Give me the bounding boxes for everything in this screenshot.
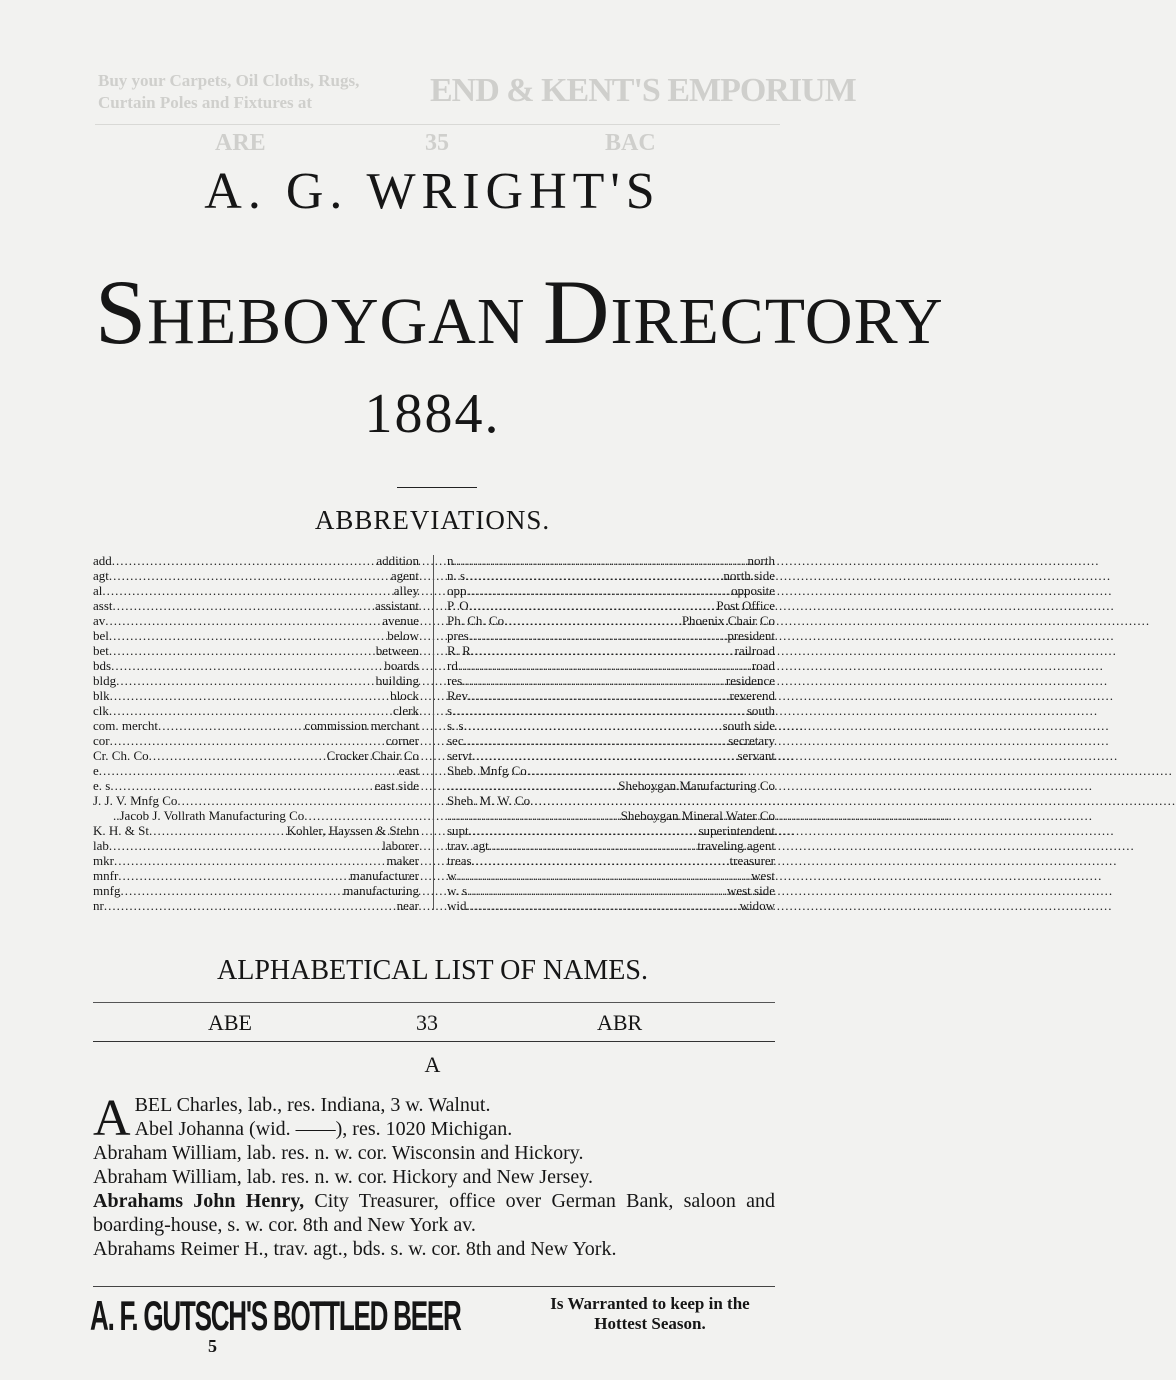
abbreviation-row: [93, 793, 419, 808]
abbreviation-row: [93, 658, 419, 673]
abbreviation-row: [93, 718, 419, 733]
abbreviation-meaning: avenue: [382, 613, 419, 628]
abbreviation-key: bel: [93, 628, 109, 643]
abbreviation-key: com. mercht: [93, 718, 158, 733]
abbreviation-row: [93, 583, 419, 598]
abbreviation-meaning: secretary: [728, 733, 775, 748]
entry-text: Abraham William, lab. res. n. w. cor. Hickory and New Jersey.: [93, 1166, 593, 1188]
abbreviation-key: w: [447, 868, 457, 883]
running-head-rule-top: [93, 1002, 775, 1003]
footer-rule: [93, 1286, 775, 1287]
leader-dots: [472, 853, 730, 868]
abbreviation-meaning: between: [375, 643, 419, 658]
abbreviation-row: [93, 883, 419, 898]
abbreviation-key: w. s: [447, 883, 468, 898]
leader-dots: [304, 808, 419, 823]
abbreviation-meaning: north side: [723, 568, 775, 583]
abbreviation-meaning: manufacturer: [349, 868, 419, 883]
abbreviation-meaning: below: [387, 628, 419, 643]
leader-dots: [113, 598, 375, 613]
leader-dots: [468, 688, 730, 703]
abbreviation-key: Sheb. M. W. Co: [447, 793, 531, 808]
signature-page-number: 5: [208, 1336, 217, 1356]
abbreviation-key: s: [447, 703, 453, 718]
entry-name-bold: Abrahams John Henry,: [93, 1190, 305, 1212]
abbreviation-key: mnfr: [93, 868, 119, 883]
bleed-header-right: BAC: [605, 130, 656, 156]
title-part-1: HEBOYGAN: [147, 285, 543, 358]
abbreviation-row: [93, 673, 419, 688]
abbreviation-row: [447, 853, 775, 868]
abbreviation-key: ..Jacob J. Vollrath Manufacturing Co: [113, 808, 305, 823]
abbreviation-meaning: maker: [386, 853, 419, 868]
abbreviation-meaning: president: [727, 628, 775, 643]
leader-dots: [471, 643, 735, 658]
abbreviation-key: e. s: [93, 778, 111, 793]
abbreviation-key: bet: [93, 643, 109, 658]
leader-dots: [109, 568, 391, 583]
running-head-right: ABR: [597, 1010, 643, 1035]
abbreviation-meaning: railroad: [734, 643, 775, 658]
abbreviation-meaning: north: [747, 553, 775, 568]
leader-dots: [452, 703, 747, 718]
leader-dots: [118, 868, 349, 883]
leader-dots: [116, 673, 376, 688]
abbreviation-key: asst: [93, 598, 113, 613]
abbreviation-meaning: east side: [374, 778, 419, 793]
leader-dots: [110, 733, 386, 748]
abbreviation-row: [447, 688, 775, 703]
running-head-page-number: 33: [416, 1010, 438, 1035]
directory-title: [95, 261, 944, 363]
abbreviation-row: [93, 568, 419, 583]
abbreviation-key: av: [93, 613, 106, 628]
abbreviation-row: [447, 598, 775, 613]
abbreviation-meaning: opposite: [730, 583, 775, 598]
leader-dots: [111, 658, 384, 673]
abbreviation-meaning: assistant: [374, 598, 419, 613]
abbreviation-key: K. H. & St: [93, 823, 149, 838]
leader-dots: [447, 808, 621, 823]
leader-dots: [530, 793, 775, 808]
abbreviation-key: s. s: [447, 718, 464, 733]
abbreviation-row: [447, 883, 775, 898]
leader-dots: [104, 898, 397, 913]
leader-dots: [447, 778, 618, 793]
abbreviation-row: [447, 868, 775, 883]
abbreviation-row: [93, 613, 419, 628]
publisher-title: A. G. WRIGHT'S: [204, 163, 661, 220]
abbreviation-key: pres: [447, 628, 469, 643]
leader-dots: [469, 598, 717, 613]
title-rule: [397, 487, 477, 488]
abbreviation-row: [447, 733, 775, 748]
abbreviation-meaning: manufacturing: [343, 883, 419, 898]
abbreviation-key: supt: [447, 823, 469, 838]
abbreviation-key: Sheb. Mnfg Co: [447, 763, 527, 778]
abbreviation-key: al: [93, 583, 103, 598]
abbreviation-key: Ph. Ch. Co: [447, 613, 505, 628]
abbreviation-meaning: Crocker Chair Co: [326, 748, 419, 763]
directory-entry: [93, 1189, 777, 1237]
leader-dots: [109, 838, 382, 853]
abbreviation-row: [93, 838, 419, 853]
entry-text: Abraham William, lab. res. n. w. cor. Wisconsin and Hickory.: [93, 1142, 584, 1164]
abbreviation-meaning: south side: [722, 718, 775, 733]
leader-dots: [110, 778, 374, 793]
abbreviation-row: [447, 778, 775, 793]
leader-dots: [465, 568, 723, 583]
leader-dots: [109, 643, 376, 658]
abbreviation-meaning: agent: [390, 568, 419, 583]
abbreviation-key: bds: [93, 658, 112, 673]
abbreviation-key: mkr: [93, 853, 114, 868]
abbreviation-row: [93, 553, 419, 568]
abbreviation-key: lab: [93, 838, 109, 853]
abbreviation-meaning: widow: [739, 898, 775, 913]
abbreviation-meaning: reverend: [729, 688, 775, 703]
leader-dots: [102, 583, 393, 598]
abbreviation-meaning: south: [746, 703, 775, 718]
abbreviation-meaning: laborer: [382, 838, 419, 853]
abbreviation-key: blk: [93, 688, 110, 703]
leader-dots: [99, 763, 399, 778]
abbreviation-meaning: Kohler, Hayssen & Stehn: [286, 823, 419, 838]
abbreviation-row: [93, 868, 419, 883]
bleed-ad-left: Buy your Carpets, Oil Cloths, Rugs, Curtain Poles and Fixtures at: [98, 71, 360, 112]
entry-text: Abel Johanna (wid. ——), res. 1020 Michigan.: [134, 1118, 513, 1140]
abbreviation-key: treas: [447, 853, 472, 868]
bleed-ad-right: END & KENT'S EMPORIUM: [430, 72, 856, 109]
abbreviation-key: Rev: [447, 688, 468, 703]
bleed-header-left: ARE: [215, 130, 266, 156]
abbreviation-key: n: [447, 553, 454, 568]
abbreviations-heading: ABBREVIATIONS.: [314, 505, 551, 535]
abbreviation-row: [447, 613, 775, 628]
abbreviation-key: J. J. V. Mnfg Co: [93, 793, 178, 808]
running-head-rule-bottom: [93, 1041, 775, 1042]
abbreviation-row: [447, 703, 775, 718]
abbreviation-row: [93, 628, 419, 643]
abbreviation-key: wid: [447, 898, 467, 913]
abbreviation-meaning: Sheboygan Manufacturing Co: [618, 778, 775, 793]
abbreviation-meaning: boards: [384, 658, 419, 673]
abbreviation-meaning: alley: [393, 583, 419, 598]
abbreviation-meaning: addition: [376, 553, 419, 568]
abbreviation-key: res: [447, 673, 463, 688]
abbreviation-meaning: block: [390, 688, 419, 703]
abbreviation-row: [447, 673, 775, 688]
bleed-header-page: 35: [425, 130, 449, 156]
abbreviation-row: [93, 643, 419, 658]
abbreviation-row: [447, 748, 775, 763]
leader-dots: [504, 613, 682, 628]
abbreviation-row: [447, 718, 775, 733]
leader-dots: [109, 628, 387, 643]
running-head-left: ABE: [208, 1010, 252, 1035]
abbreviation-meaning: west side: [726, 883, 775, 898]
abbreviation-row: [93, 598, 419, 613]
abbreviation-meaning: Phoenix Chair Co: [681, 613, 775, 628]
abbreviation-meaning: Post Office: [716, 598, 775, 613]
abbreviation-meaning: traveling agent: [697, 838, 775, 853]
leader-dots: [458, 658, 752, 673]
title-part-2: IRECTORY: [610, 285, 944, 358]
directory-year: 1884.: [364, 383, 501, 445]
footer-advertisement: A. F. GUTSCH'S BOTTLED BEER: [90, 1292, 461, 1339]
leader-dots: [472, 748, 737, 763]
abbreviation-meaning: commission merchant: [304, 718, 419, 733]
abbreviations-divider: [433, 555, 434, 910]
abbreviation-row: [93, 808, 419, 823]
leader-dots: [177, 793, 419, 808]
abbreviation-key: e: [93, 763, 99, 778]
abbreviation-key: sec: [447, 733, 464, 748]
abbreviation-row: [93, 733, 419, 748]
abbreviation-meaning: road: [751, 658, 775, 673]
leader-dots: [158, 718, 305, 733]
abbreviation-meaning: residence: [725, 673, 775, 688]
abbreviation-key: rd: [447, 658, 458, 673]
directory-entries: [93, 1090, 777, 1261]
abbreviation-row: [93, 823, 419, 838]
abbreviation-meaning: superintendent: [698, 823, 775, 838]
leader-dots: [469, 628, 728, 643]
abbreviation-row: [447, 808, 775, 823]
title-initial-d: D: [543, 261, 611, 363]
abbreviation-row: [93, 898, 419, 913]
abbreviation-row: [93, 778, 419, 793]
leader-dots: [467, 898, 740, 913]
abbreviation-key: P. O: [447, 598, 469, 613]
leader-dots: [149, 823, 287, 838]
abbreviation-key: cor: [93, 733, 110, 748]
abbreviations-left-column: [93, 553, 419, 913]
leader-dots: [105, 613, 382, 628]
leader-dots: [456, 868, 751, 883]
abbreviation-key: Cr. Ch. Co: [93, 748, 149, 763]
bleed-rule: [95, 124, 780, 125]
abbreviation-key: trav. agt: [447, 838, 489, 853]
abbreviation-row: [447, 583, 775, 598]
abbreviation-meaning: near: [396, 898, 419, 913]
abbreviation-key: nr: [93, 898, 104, 913]
leader-dots: [149, 748, 327, 763]
abbreviation-row: [447, 628, 775, 643]
leader-dots: [110, 688, 390, 703]
leader-dots: [464, 733, 728, 748]
abbreviation-meaning: building: [375, 673, 419, 688]
entry-text: BEL Charles, lab., res. Indiana, 3 w. Walnut.: [134, 1094, 491, 1116]
abbreviation-row: [447, 643, 775, 658]
footer-advertisement-note: Is Warranted to keep in the Hottest Season.: [550, 1294, 750, 1333]
abbreviation-key: bldg: [93, 673, 117, 688]
leader-dots: [527, 763, 775, 778]
list-heading: ALPHABETICAL LIST OF NAMES.: [217, 955, 648, 986]
directory-entry: [93, 1165, 777, 1189]
title-initial-s: S: [95, 261, 148, 363]
leader-dots: [464, 718, 723, 733]
abbreviation-row: [447, 823, 775, 838]
abbreviation-row: [93, 703, 419, 718]
drop-cap: A: [93, 1090, 131, 1147]
abbreviation-row: [93, 853, 419, 868]
abbreviation-meaning: west: [751, 868, 775, 883]
directory-entry: [93, 1141, 777, 1165]
abbreviation-key: add: [93, 553, 112, 568]
abbreviation-row: [93, 688, 419, 703]
abbreviation-row: [93, 763, 419, 778]
leader-dots: [469, 823, 699, 838]
leader-dots: [489, 838, 698, 853]
abbreviation-key: R. R: [447, 643, 471, 658]
leader-dots: [114, 853, 387, 868]
abbreviation-meaning: servant: [737, 748, 775, 763]
leader-dots: [112, 553, 377, 568]
abbreviation-key: opp: [447, 583, 467, 598]
leader-dots: [462, 673, 726, 688]
directory-entry: [93, 1117, 777, 1141]
leader-dots: [109, 703, 393, 718]
abbreviation-row: [447, 763, 775, 778]
abbreviation-meaning: Sheboygan Mineral Water Co: [620, 808, 775, 823]
abbreviation-meaning: treasurer: [729, 853, 775, 868]
entry-text: Abrahams Reimer H., trav. agt., bds. s. w. cor. 8th and New York.: [93, 1238, 617, 1260]
abbreviations-right-column: [447, 553, 775, 913]
directory-entry: [93, 1237, 777, 1261]
leader-dots: [467, 883, 727, 898]
abbreviation-row: [447, 838, 775, 853]
abbreviation-key: mnfg: [93, 883, 121, 898]
abbreviation-meaning: corner: [385, 733, 419, 748]
leader-dots: [120, 883, 343, 898]
abbreviation-key: agt: [93, 568, 109, 583]
leader-dots: [454, 553, 748, 568]
abbreviation-row: [447, 658, 775, 673]
abbreviation-key: servt: [447, 748, 473, 763]
section-letter: A: [424, 1052, 441, 1077]
entry-text: City Treasurer, office over German Bank, saloon and boarding-house, s. w. cor. 8th and New York av.: [93, 1190, 775, 1236]
leader-dots: [467, 583, 731, 598]
abbreviation-row: [447, 898, 775, 913]
abbreviation-row: [93, 748, 419, 763]
abbreviation-meaning: east: [398, 763, 419, 778]
abbreviation-row: [447, 568, 775, 583]
abbreviation-meaning: clerk: [393, 703, 419, 718]
abbreviation-key: n. s: [447, 568, 466, 583]
abbreviation-key: clk: [93, 703, 109, 718]
abbreviation-row: [447, 793, 775, 808]
abbreviation-row: [447, 553, 775, 568]
